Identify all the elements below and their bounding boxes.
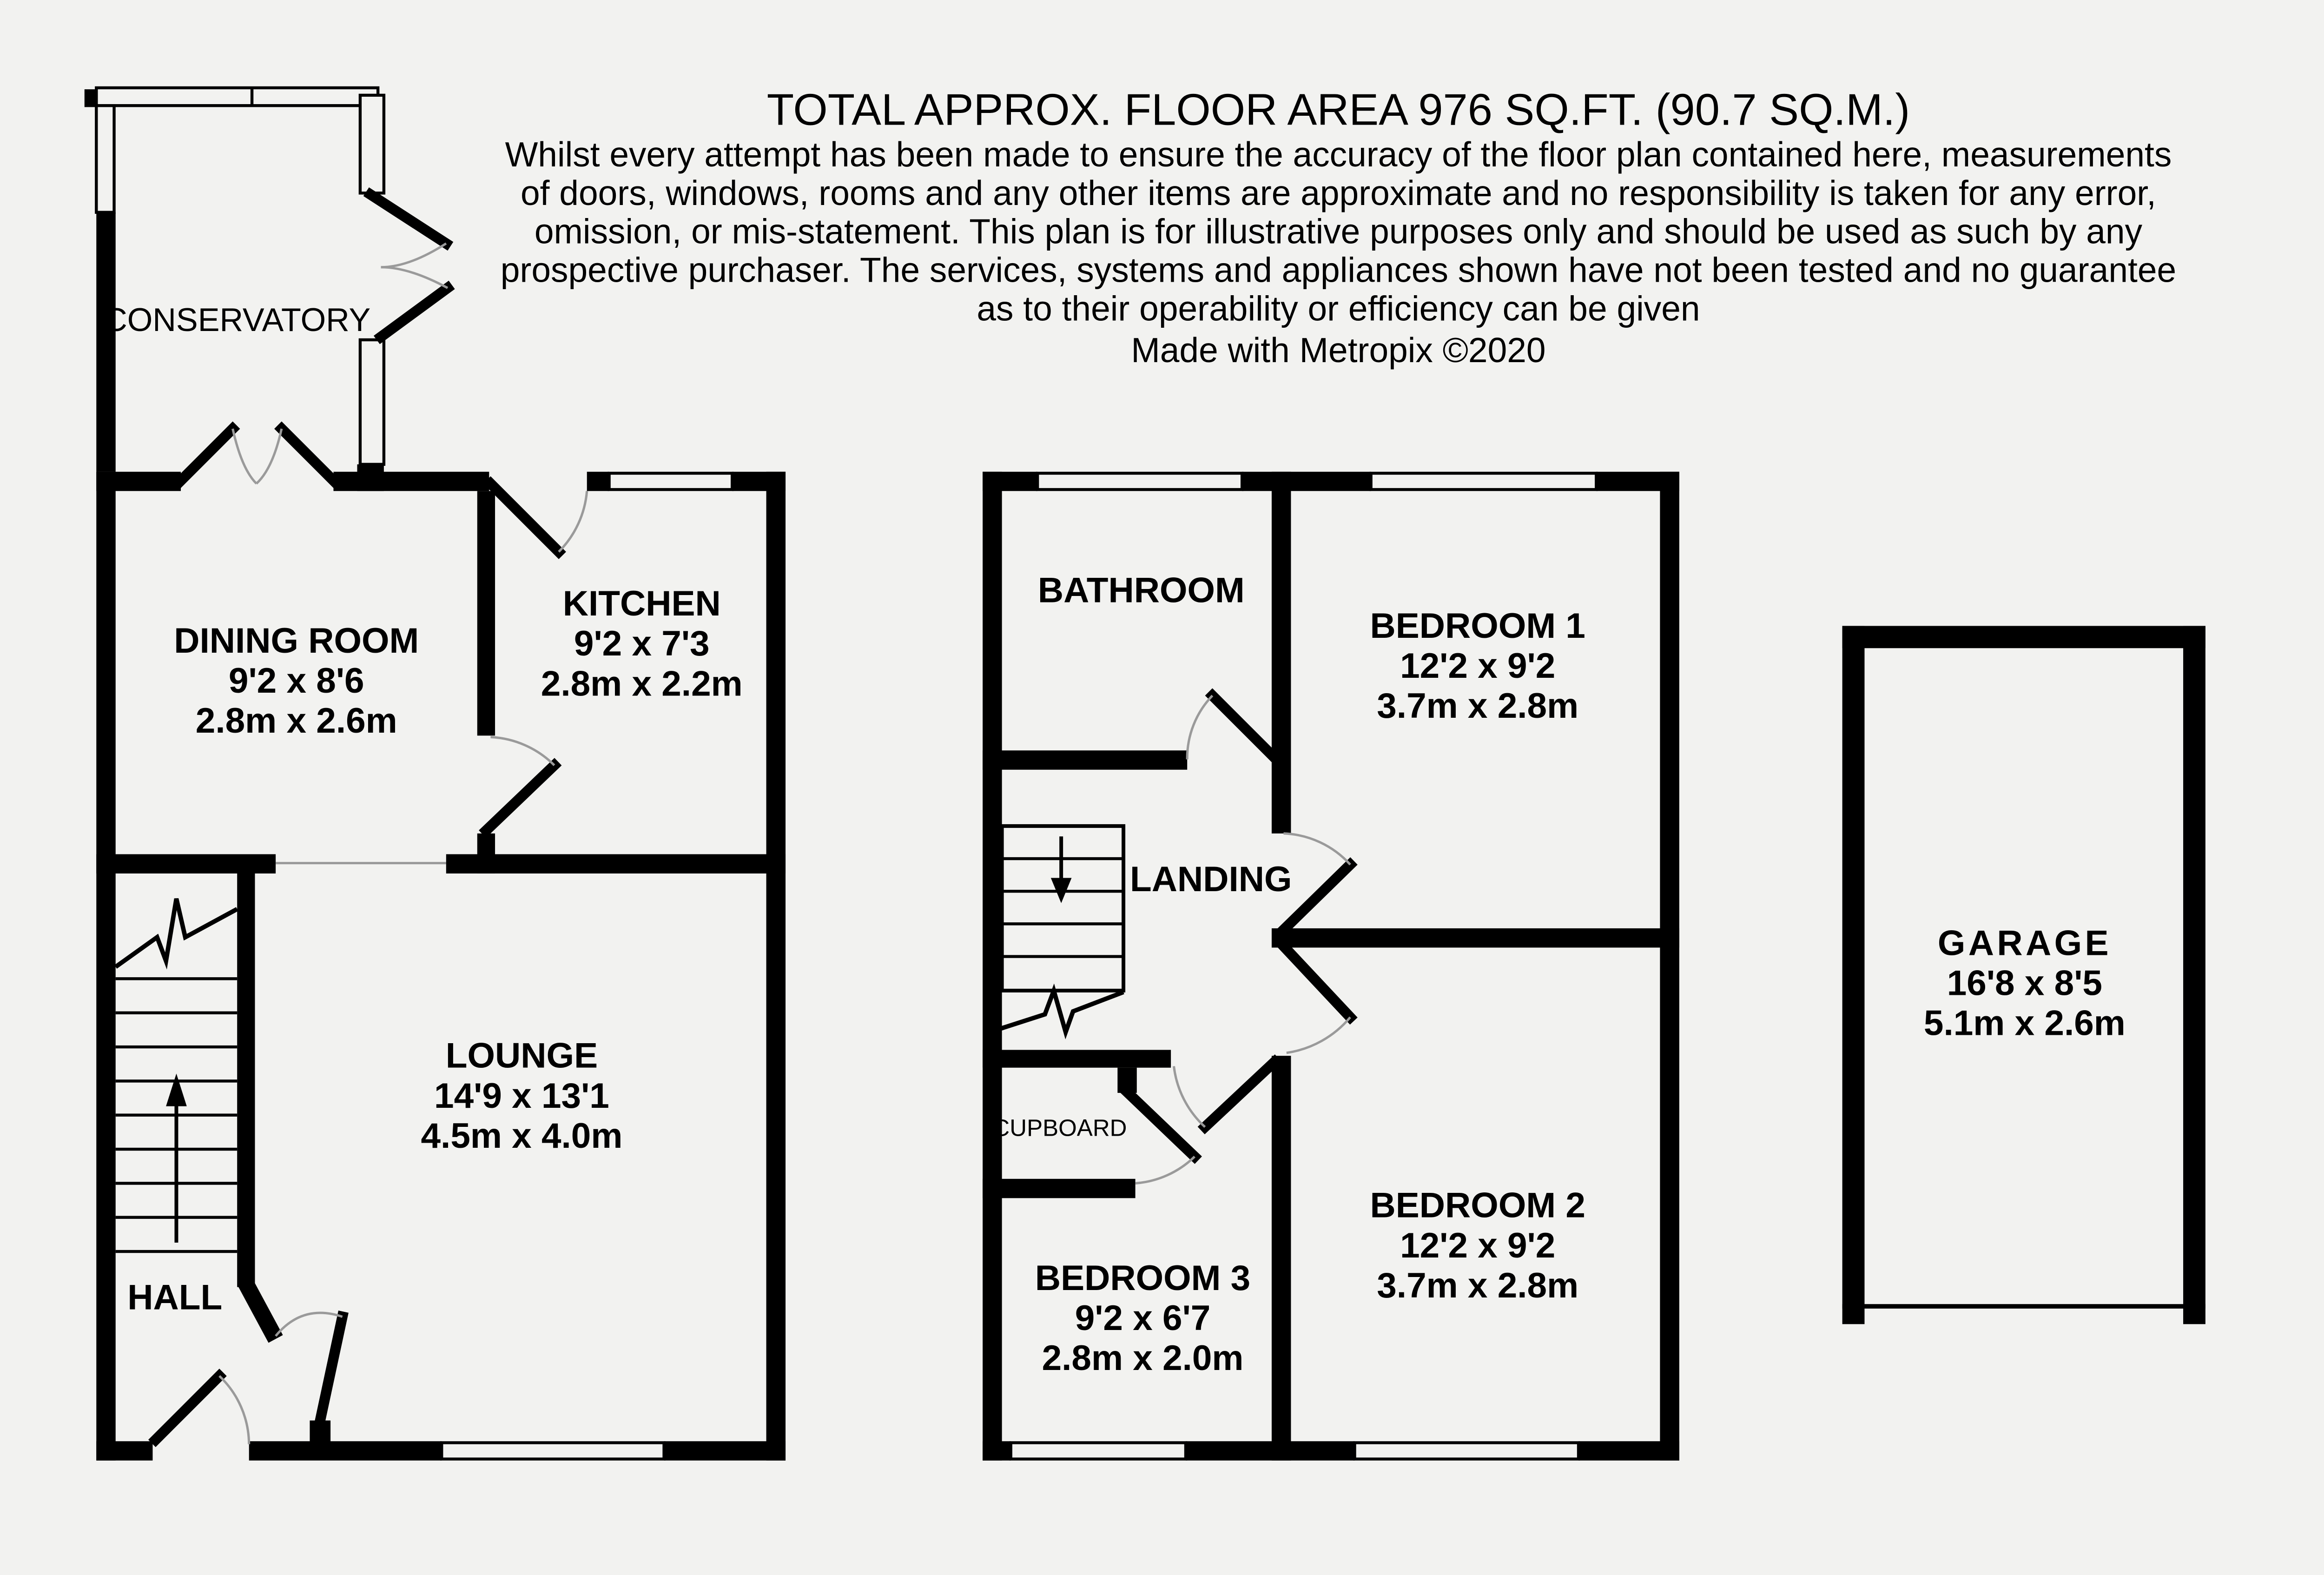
- wall-segment: [983, 472, 1002, 1461]
- wall-segment: [983, 750, 1187, 769]
- wall-segment: [96, 212, 115, 472]
- front-door: [156, 1376, 249, 1444]
- door-leaf: [486, 765, 555, 830]
- wall-segment: [587, 472, 609, 491]
- cupboard-door: [1126, 1092, 1195, 1184]
- bathroom-window: [1037, 473, 1242, 490]
- bedroom2-window: [1355, 1443, 1579, 1459]
- door-leaf: [370, 194, 446, 243]
- dining-room-label: DINING ROOM: [174, 621, 419, 661]
- door-arc: [1136, 1157, 1195, 1183]
- wall-segment: [477, 491, 495, 735]
- conservatory-top-window: [96, 88, 378, 106]
- door-arc: [1283, 834, 1350, 865]
- kitchen-metric: 2.8m x 2.2m: [541, 664, 743, 704]
- door-arc: [1187, 695, 1212, 759]
- disclaimer-line: of doors, windows, rooms and any other items are approximate and no responsibility is taken for any error,: [521, 173, 2156, 212]
- door-arc: [559, 491, 587, 552]
- door-arc: [1174, 1066, 1205, 1127]
- wall-segment: [1578, 1441, 1679, 1460]
- wall-segment: [983, 472, 1037, 491]
- stairs-wall: [237, 865, 255, 1287]
- bedroom3-metric: 2.8m x 2.0m: [1042, 1338, 1244, 1378]
- wall-segment: [1842, 626, 2205, 648]
- first-floor-plan: [983, 472, 1679, 1461]
- garage-label: GARAGE: [1937, 923, 2112, 963]
- stairs-break-line: [116, 899, 237, 967]
- bedroom2-label: BEDROOM 2: [1370, 1185, 1585, 1225]
- kitchen-label: KITCHEN: [562, 584, 721, 624]
- wall-segment: [249, 1441, 442, 1460]
- bedroom1-imperial: 12'2 x 9'2: [1400, 646, 1556, 686]
- door-leaf: [181, 429, 233, 481]
- wall-segment: [96, 472, 115, 1461]
- disclaimer-line: omission, or mis-statement. This plan is for illustrative purposes only and should be used as such by any: [534, 212, 2143, 251]
- door-arc: [219, 1376, 249, 1444]
- door-arc: [257, 429, 282, 483]
- header: [501, 85, 2176, 370]
- wall-segment: [1272, 1056, 1291, 1461]
- disclaimer-line: prospective purchaser. The services, systems and appliances shown have not been tested and no guarantee: [500, 250, 2177, 290]
- bathroom-label: BATHROOM: [1037, 570, 1245, 610]
- wall-segment: [1242, 472, 1371, 491]
- door-leaf: [156, 1376, 219, 1440]
- door-leaf: [1205, 1062, 1274, 1127]
- dining-room-imperial: 9'2 x 8'6: [228, 661, 364, 701]
- wall-segment: [244, 1281, 276, 1339]
- disclaimer-line: as to their operability or efficiency can be given: [977, 289, 1700, 328]
- door-leaf: [1283, 865, 1350, 930]
- hall-lounge-door: [276, 1313, 342, 1444]
- bedroom1-window: [1371, 473, 1597, 490]
- door-arc: [1287, 1017, 1350, 1053]
- bedroom1-metric: 3.7m x 2.8m: [1377, 686, 1579, 726]
- ground-floor-stairs: [116, 865, 276, 1339]
- door-leaf: [282, 429, 334, 481]
- door-leaf: [320, 1317, 343, 1420]
- wall-segment: [1660, 472, 1679, 1461]
- kitchen-imperial: 9'2 x 7'3: [574, 624, 710, 664]
- first-floor-stairs: [999, 826, 1123, 1032]
- kitchen-back-door: [490, 483, 587, 552]
- wall-segment: [983, 1179, 1135, 1198]
- door-leaf: [381, 288, 448, 337]
- bedroom3-door: [1174, 1062, 1275, 1127]
- wall-segment: [477, 834, 495, 874]
- dining-kitchen-door: [486, 737, 555, 831]
- conservatory: [85, 88, 448, 491]
- metropix-credit: Made with Metropix ©2020: [1131, 330, 1546, 370]
- door-leaf: [1283, 946, 1350, 1017]
- conservatory-right-window-lower: [360, 340, 384, 464]
- wall-segment: [1842, 626, 1865, 1324]
- bedroom3-label: BEDROOM 3: [1035, 1258, 1251, 1298]
- door-arc: [490, 737, 554, 766]
- wall-segment: [1272, 472, 1291, 834]
- door-arc: [381, 244, 446, 267]
- hall-label: HALL: [127, 1277, 223, 1317]
- total-area-title: TOTAL APPROX. FLOOR AREA 976 SQ.FT. (90.7 SQ.M.): [766, 85, 1910, 135]
- lounge-imperial: 14'9 x 13'1: [434, 1076, 609, 1116]
- wall-segment: [2183, 626, 2205, 1324]
- garage-imperial: 16'8 x 8'5: [1947, 963, 2102, 1003]
- wall-segment: [96, 1441, 152, 1460]
- cupboard-label: CUPBOARD: [992, 1114, 1127, 1141]
- stairs-break-line: [999, 991, 1123, 1032]
- wall-segment: [983, 1050, 1171, 1067]
- garage-metric: 5.1m x 2.6m: [1923, 1003, 2126, 1043]
- ground-floor-plan: [85, 88, 786, 1461]
- lounge-window: [442, 1443, 664, 1459]
- door-arc: [276, 1313, 342, 1336]
- door-leaf: [490, 483, 559, 552]
- lounge-metric: 4.5m x 4.0m: [421, 1116, 623, 1156]
- wall-segment: [1186, 1441, 1355, 1460]
- wall-segment: [766, 472, 786, 1461]
- wall-segment: [732, 472, 786, 491]
- conservatory-right-window-upper: [360, 95, 384, 193]
- wall-segment: [96, 472, 181, 491]
- bedroom2-door: [1283, 946, 1350, 1053]
- wall-segment: [333, 472, 489, 491]
- door-leaf: [1212, 695, 1276, 759]
- bedroom1-label: BEDROOM 1: [1370, 606, 1585, 646]
- conservatory-label: CONSERVATORY: [104, 301, 371, 338]
- disclaimer-line: Whilst every attempt has been made to ensure the accuracy of the floor plan contained here, measurements: [505, 134, 2172, 174]
- conservatory-left-window: [96, 106, 114, 212]
- wall-segment: [1272, 928, 1679, 947]
- bedroom3-imperial: 9'2 x 6'7: [1075, 1298, 1211, 1338]
- lounge-label: LOUNGE: [445, 1036, 598, 1076]
- door-arc: [381, 267, 448, 288]
- bedroom2-metric: 3.7m x 2.8m: [1377, 1265, 1579, 1305]
- wall-segment: [664, 1441, 786, 1460]
- dining-room-metric: 2.8m x 2.6m: [195, 701, 397, 741]
- bedroom1-door: [1283, 834, 1350, 930]
- wall-segment: [1596, 472, 1679, 491]
- kitchen-window: [609, 473, 733, 490]
- stairs-up-arrow-head-icon: [166, 1073, 187, 1106]
- wall-segment: [983, 1441, 1011, 1460]
- door-arc: [233, 429, 257, 483]
- garage-plan: [1842, 626, 2205, 1324]
- bedroom3-window: [1011, 1443, 1186, 1459]
- wall-segment: [446, 854, 786, 873]
- bathroom-door: [1187, 695, 1276, 759]
- bedroom2-imperial: 12'2 x 9'2: [1400, 1225, 1556, 1265]
- landing-label: LANDING: [1129, 860, 1292, 900]
